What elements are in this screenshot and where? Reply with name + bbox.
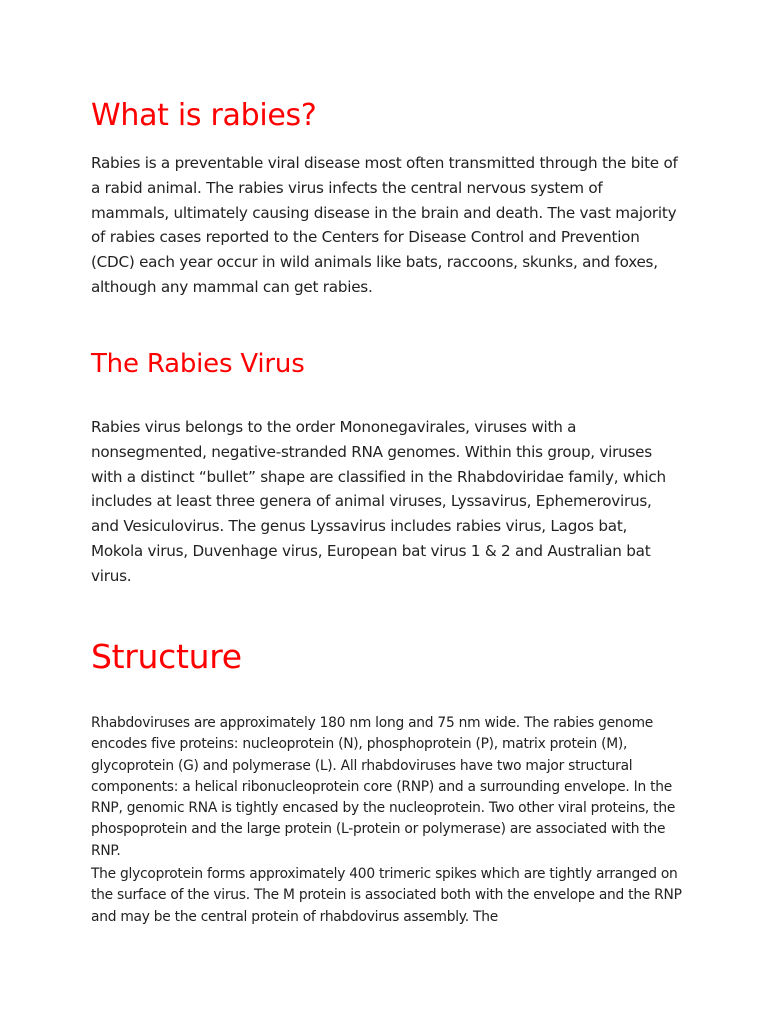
paragraph-structure-1: Rhabdoviruses are approximately 180 nm long and 75 nm wide. The rabies genome encodes five proteins: nucleoprotein (N), phosphoprotein (P), matrix protein (M), glycoprotein (G) and polymerase (L). All rhabdoviruses have two major structural components: a helical ribonucleoprotein core (RNP) and a surrounding envelope. In the RNP, genomic RNA is tightly encased by the nucleoprotein. Two other viral proteins, the phospoprotein and the large protein (L-protein or polymerase) are associated with the RNP.	[91, 715, 676, 859]
heading-structure: Structure	[91, 637, 242, 676]
paragraph-the-rabies-virus: Rabies virus belongs to the order Mononegavirales, viruses with a nonsegmented, negative-stranded RNA genomes. Within this group, viruses with a distinct “bullet” shape are classified in the Rhabdoviridae family, which includes at least three genera of animal viruses, Lyssavirus, Ephemerovirus, and Vesiculovirus. The genus Lyssavirus includes rabies virus, Lagos bat, Mokola virus, Duvenhage virus, European bat virus 1 & 2 and Australian bat virus.	[91, 418, 666, 585]
paragraph-structure-2: The glycoprotein forms approximately 400 trimeric spikes which are tightly arranged on the surface of the virus. The M protein is associated both with the envelope and the RNP and may be the central protein of rhabdovirus assembly. The	[91, 866, 682, 925]
paragraph-what-is-rabies: Rabies is a preventable viral disease most often transmitted through the bite of a rabid animal. The rabies virus infects the central nervous system of mammals, ultimately causing disease in the brain and death. The vast majority of rabies cases reported to the Centers for Disease Control and Prevention (CDC) each year occur in wild animals like bats, raccoons, skunks, and foxes, although any mammal can get rabies.	[91, 154, 678, 296]
heading-what-is-rabies: What is rabies?	[91, 98, 317, 133]
heading-the-rabies-virus: The Rabies Virus	[91, 349, 305, 379]
